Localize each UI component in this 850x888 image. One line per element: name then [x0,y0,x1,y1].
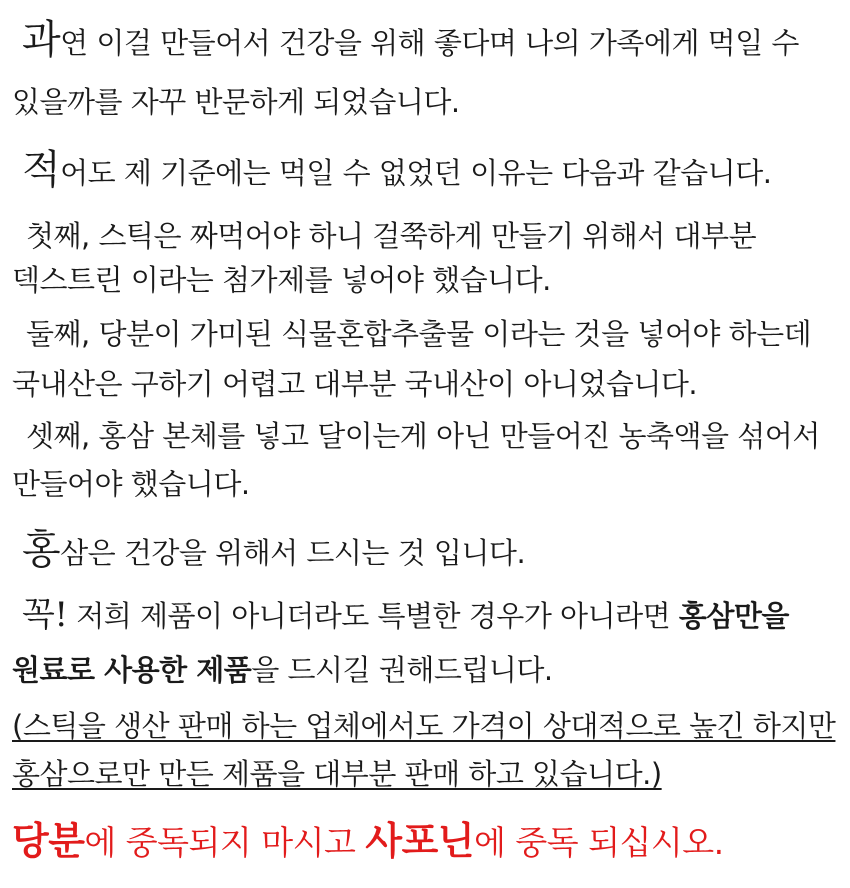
text: 에 중독되지 마시고 [84,823,366,862]
text: 만들어야 했습니다. [12,467,250,501]
note-line-2 [12,757,662,791]
text: 삼은 건강을 위해서 드시는 것 입니다. [60,536,526,570]
text: 저희 제품이 아니더라도 특별한 경우가 아니라면 [67,599,679,633]
emphasis-text: 원료로 사용한 제품 [12,653,252,687]
reason-2-line-2 [12,367,698,401]
drop-letter: 홍 [22,527,61,573]
text: 셋째, 홍삼 본체를 넣고 달이는게 아닌 만들어진 농축액을 섞어서 [26,419,820,453]
emphasis-text: 당분 [12,819,85,863]
text: 연 이걸 만들어서 건강을 위해 좋다며 나의 가족에게 먹일 수 [60,26,799,60]
reason-3-line-1 [26,419,820,453]
text: 덱스트린 이라는 첨가제를 넣어야 했습니다. [12,263,551,297]
drop-letter: 과 [22,17,61,63]
paragraph-1-line-2 [12,85,460,119]
text: 어도 제 기준에는 먹일 수 없었던 이유는 다음과 같습니다. [60,156,772,190]
text: 을 드시길 권해드립니다. [251,653,553,687]
note-line-1 [12,709,836,743]
emphasis-text: 사포닌 [365,819,475,863]
paragraph-4-line-1 [22,595,789,635]
paragraph-4-line-2 [12,653,553,687]
text: (스틱을 생산 판매 하는 업체에서도 가격이 상대적으로 높긴 하지만 [12,709,836,743]
drop-letter: 꼭! [22,595,68,635]
text: 홍삼으로만 만든 제품을 대부분 판매 하고 있습니다.) [12,757,662,791]
text: 에 중독 되십시오. [474,823,724,862]
text: 둘째, 당분이 가미된 식물혼합추출물 이라는 것을 넣어야 하는데 [26,317,812,351]
text: 첫째, 스틱은 짜먹어야 하니 걸쭉하게 만들기 위해서 대부분 [26,219,757,253]
reason-1-line-2 [12,263,551,297]
reason-3-line-2 [12,467,250,501]
paragraph-3-line [22,527,526,573]
text: 있을까를 자꾸 반문하게 되었습니다. [12,85,460,119]
paragraph-1-line-1 [22,17,799,63]
text: 국내산은 구하기 어렵고 대부분 국내산이 아니었습니다. [12,367,698,401]
closing-line [12,819,724,863]
reason-1-line-1 [26,219,757,253]
emphasis-text: 홍삼만을 [678,599,789,633]
reason-2-line-1 [26,317,812,351]
paragraph-2-line [22,147,772,193]
drop-letter: 적 [22,147,61,193]
